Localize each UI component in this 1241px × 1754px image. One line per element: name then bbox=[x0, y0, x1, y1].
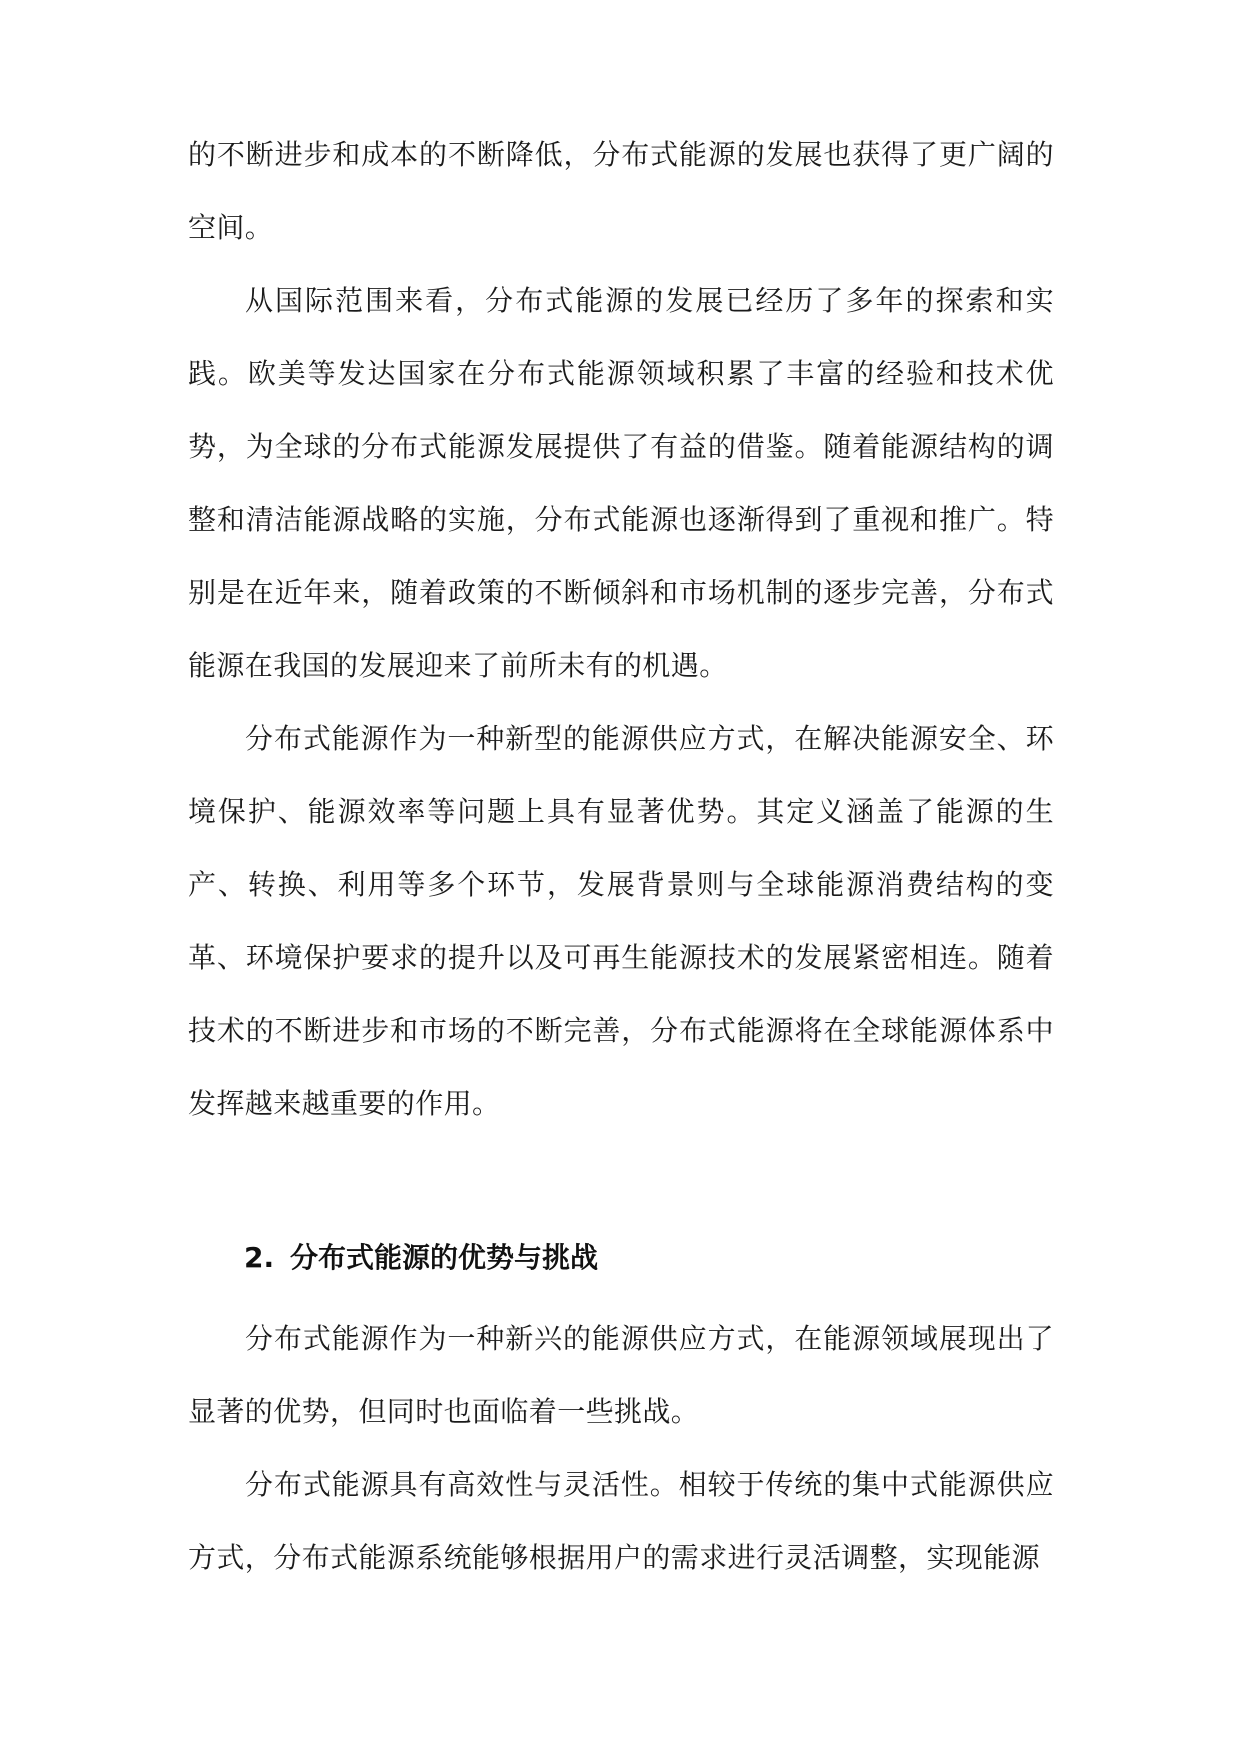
section2-body bbox=[188, 1302, 1054, 1594]
paragraph-definition-summary: 分布式能源作为一种新型的能源供应方式，在解决能源安全、环境保护、能源效率等问题上具有显著优势。其定义涵盖了能源的生产、转换、利用等多个环节，发展背景则与全球能源消费结构的变革、环境保护要求的提升以及可再生能源技术的发展紧密相连。随着技术的不断进步和市场的不断完善，分布式能源将在全球能源体系中发挥越来越重要的作用。 bbox=[188, 722, 1054, 1120]
paragraph-continuation: 的不断进步和成本的不断降低，分布式能源的发展也获得了更广阔的空间。 bbox=[188, 138, 1054, 244]
section-title: 分布式能源的优势与挑战 bbox=[290, 1241, 599, 1274]
section-number: 2. bbox=[244, 1241, 275, 1274]
paragraph-advantages-intro: 分布式能源作为一种新兴的能源供应方式，在能源领域展现出了显著的优势，但同时也面临着一些挑战。 bbox=[188, 1322, 1054, 1428]
paragraph-efficiency-flexibility: 分布式能源具有高效性与灵活性。相较于传统的集中式能源供应方式，分布式能源系统能够根据用户的需求进行灵活调整，实现能源 bbox=[188, 1468, 1054, 1574]
section1-body bbox=[188, 118, 1054, 1140]
section-heading bbox=[244, 1238, 598, 1278]
paragraph-international: 从国际范围来看，分布式能源的发展已经历了多年的探索和实践。欧美等发达国家在分布式能源领域积累了丰富的经验和技术优势，为全球的分布式能源发展提供了有益的借鉴。随着能源结构的调整和清洁能源战略的实施，分布式能源也逐渐得到了重视和推广。特别是在近年来，随着政策的不断倾斜和市场机制的逐步完善，分布式能源在我国的发展迎来了前所未有的机遇。 bbox=[188, 284, 1054, 682]
